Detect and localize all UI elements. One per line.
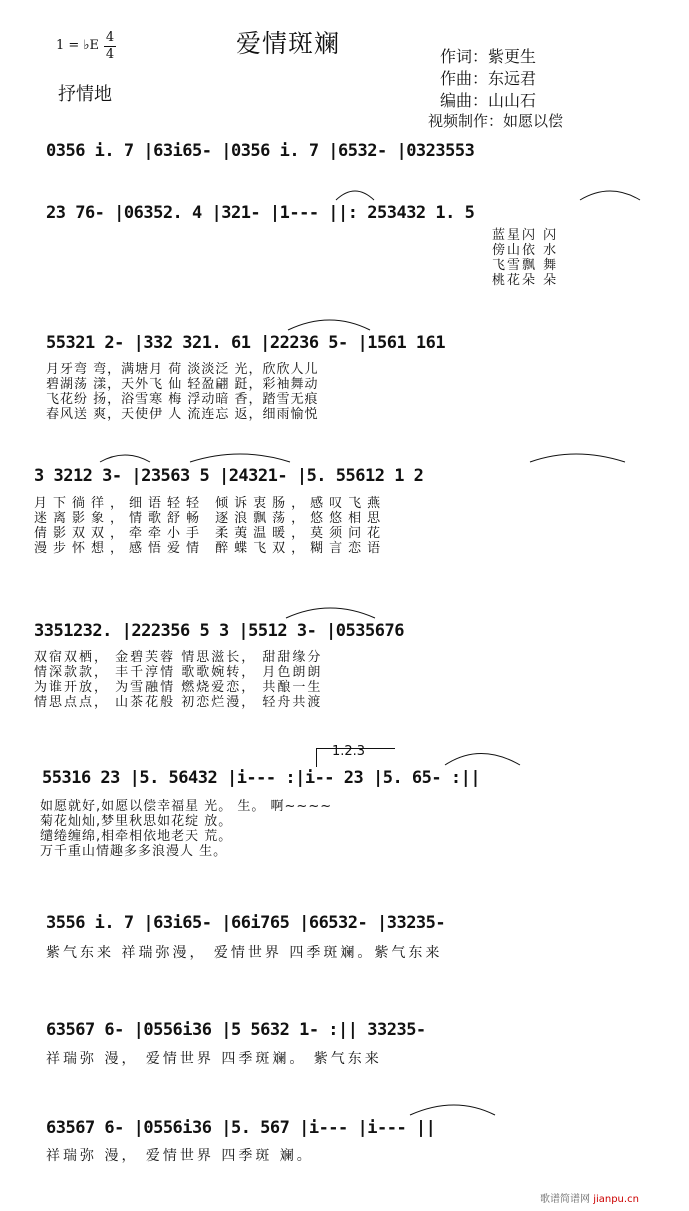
lyrics-line-5-v2: 情深款款， 丰千淳情 歌歌婉转， 月色朗朗 bbox=[34, 665, 323, 680]
lyrics-line-6-v3: 缱绻缠绵,相牵相依地老天 荒。 bbox=[40, 829, 233, 844]
slur-arc bbox=[288, 320, 370, 330]
slur-arc bbox=[530, 454, 625, 462]
watermark-site: 歌谱简谱网 bbox=[540, 1194, 590, 1205]
slur-arc bbox=[190, 454, 290, 462]
time-bottom: 4 bbox=[105, 47, 115, 62]
lyrics-line-6-v1: 如愿就好,如愿以偿幸福星 光。 生。 啊~~~~ bbox=[40, 799, 333, 814]
lyrics-line-3-v3: 飞花纷 扬，浴雪寒 梅 浮动暗 香，踏雪无痕 bbox=[46, 392, 319, 407]
slur-arc bbox=[286, 608, 375, 618]
lyrics-line-6-v4: 万千重山情趣多多浪漫人 生。 bbox=[40, 844, 228, 859]
composer-credit: 作曲：东远君 bbox=[440, 69, 537, 88]
video-credit: 视频制作：如愿以偿 bbox=[428, 112, 564, 130]
score-line-3: 55321 2- |332 321. 61 |22236 5- |1561 161 bbox=[46, 333, 446, 353]
arranger-credit: 编曲：山山石 bbox=[440, 91, 537, 110]
lyrics-line-6-v2: 菊花灿灿,梦里秋思如花绽 放。 bbox=[40, 814, 233, 829]
lyrics-line-5-v1: 双宿双栖， 金碧芙蓉 情思滋长， 甜甜缘分 bbox=[34, 650, 323, 665]
lyrics-line-4-v3: 倩影双双，牵牵小手 柔荑温暖，莫须问花 bbox=[34, 526, 387, 541]
watermark-domain: jianpu.cn bbox=[593, 1194, 639, 1205]
lyricist-credit: 作词：紫更生 bbox=[440, 47, 537, 66]
score-line-8: 63567 6- |0556i36 |5 5632 1- :|| 33235- bbox=[46, 1020, 426, 1040]
slur-arc bbox=[580, 191, 640, 200]
volta-label: 1.2.3 bbox=[332, 744, 366, 759]
lyrics-line-8: 祥瑞弥 漫， 爱情世界 四季斑斓。 紫气东来 bbox=[46, 1051, 382, 1067]
song-title: 爱情斑斓 bbox=[236, 29, 341, 58]
lyrics-line-2-v2: 傍山依 水 bbox=[492, 243, 559, 258]
slur-arc bbox=[336, 191, 374, 200]
lyrics-line-3-v4: 春风送 爽，天使伊 人 流连忘 返，细雨愉悦 bbox=[46, 407, 319, 422]
lyrics-line-4-v1: 月下徜徉，细语轻轻 倾诉衷肠，感叹飞燕 bbox=[34, 496, 387, 511]
slur-arc bbox=[410, 1105, 495, 1115]
lyrics-line-2-v1: 蓝星闪 闪 bbox=[492, 228, 559, 243]
slur-arc bbox=[445, 754, 520, 766]
slur-arc bbox=[100, 455, 150, 462]
score-line-1: 0356 i. 7 |63i65- |0356 i. 7 |6532- |0323553 bbox=[46, 141, 475, 161]
score-line-9: 63567 6- |0556i36 |5. 567 |i--- |i--- || bbox=[46, 1118, 436, 1138]
lyrics-line-5-v3: 为谁开放， 为雪融情 燃烧爱恋， 共酿一生 bbox=[34, 680, 323, 695]
key-signature: 1 = ♭E bbox=[56, 38, 100, 53]
lyrics-line-4-v4: 漫步怀想，感悟爱情 醉蝶飞双，糊言恋语 bbox=[34, 541, 387, 556]
lyrics-line-2-v4: 桃花朵 朵 bbox=[492, 273, 559, 288]
lyrics-line-9: 祥瑞弥 漫， 爱情世界 四季斑 斓。 bbox=[46, 1148, 314, 1164]
lyrics-line-3-v2: 碧湖荡 漾，天外飞 仙 轻盈翩 跹，彩袖舞动 bbox=[46, 377, 319, 392]
time-top: 4 bbox=[105, 30, 115, 45]
score-line-4: 3 3212 3- |23563 5 |24321- |5. 55612 1 2 bbox=[34, 466, 424, 486]
score-line-6: 55316 23 |5. 56432 |i--- :|i-- 23 |5. 65- :|| bbox=[42, 768, 481, 788]
lyrics-line-2-v3: 飞雪飘 舞 bbox=[492, 258, 559, 273]
lyrics-line-3-v1: 月牙弯 弯，满塘月 荷 淡淡泛 光，欣欣人儿 bbox=[46, 362, 319, 377]
tempo-marking: 抒情地 bbox=[58, 84, 112, 105]
watermark bbox=[540, 1190, 639, 1205]
score-line-2: 23 76- |06352. 4 |321- |1--- ||: 253432 1. 5 bbox=[46, 203, 475, 223]
lyrics-line-5-v4: 情思点点， 山茶花般 初恋烂漫， 轻舟共渡 bbox=[34, 695, 323, 710]
lyrics-line-7: 紫气东来 祥瑞弥漫， 爱情世界 四季斑斓。紫气东来 bbox=[46, 945, 443, 961]
lyrics-line-4-v2: 迷离影象，情歌舒畅 逐浪飘荡，悠悠相思 bbox=[34, 511, 387, 526]
score-line-5: 3351232. |222356 5 3 |5512 3- |0535676 bbox=[34, 621, 404, 641]
score-line-7: 3556 i. 7 |63i65- |66i765 |66532- |33235- bbox=[46, 913, 446, 933]
